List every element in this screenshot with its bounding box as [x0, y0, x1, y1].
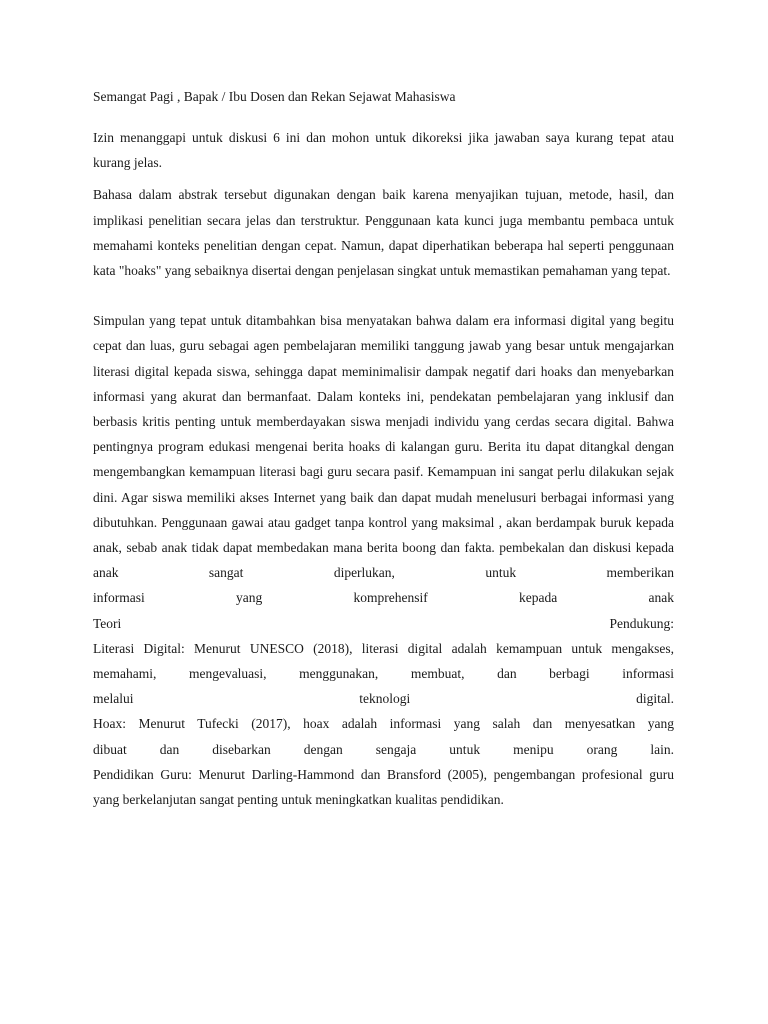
greeting: Semangat Pagi , Bapak / Ibu Dosen dan Rekan Sejawat Mahasiswa [93, 89, 456, 104]
abstract-paragraph: Bahasa dalam abstrak tersebut digunakan dengan baik karena menyajikan tujuan, metode, hasil, dan implikasi penelitian secara jelas dan terstruktur. Penggunaan kata kunci juga membantu pembaca untuk memahami konteks penelitian dengan cepat. Namun, dapat diperhatikan beberapa hal seperti penggunaan kata "hoaks" yang sebaiknya disertai dengan penjelasan singkat untuk memastikan pemahaman yang tepat. [93, 187, 674, 279]
theory-hoax: Hoax: Menurut Tufecki (2017), hoax adalah informasi yang salah dan menyesatkan yang [93, 716, 674, 732]
theory-literasi-digital-tail: melalui teknologi digital. [93, 691, 674, 707]
intro-paragraph: Izin menanggapi untuk diskusi 6 ini dan mohon untuk dikoreksi jika jawaban saya kurang tepat atau kurang jelas. [93, 130, 674, 171]
theory-literasi-digital: Literasi Digital: Menurut UNESCO (2018), literasi digital adalah kemampuan untuk mengakses, memahami, mengevaluasi, menggunakan, membuat, dan berbagi informasi [93, 640, 674, 682]
theory-hoax-tail: dibuat dan disebarkan dengan sengaja untuk menipu orang lain. [93, 741, 674, 757]
conclusion-paragraph [93, 308, 674, 812]
theory-pendidikan-guru: Pendidikan Guru: Menurut Darling-Hammond dan Bransford (2005), pengembangan profesional guru yang berkelanjutan sangat penting untuk meningkatkan kualitas pendidikan. [93, 766, 674, 808]
conclusion-tail: informasi yang komprehensif kepada anak [93, 590, 674, 606]
theory-heading: Teori Pendukung: [93, 615, 674, 631]
conclusion-body: Simpulan yang tepat untuk ditambahkan bisa menyatakan bahwa dalam era informasi digital yang begitu cepat dan luas, guru sebagai agen pembelajaran memiliki tanggung jawab yang besar untuk mengajarkan literasi digital kepada siswa, sehingga dapat meminimalisir dampak negatif dari hoaks dan menyebarkan informasi yang akurat dan bermanfaat. Dalam konteks ini, pendekatan pembelajaran yang inklusif dan berbasis kritis penting untuk memberdayakan siswa menjadi individu yang cerdas secara digital. Bahwa pentingnya program edukasi mengenai berita hoaks di kalangan guru. Berita itu dapat ditangkal dengan mengembangkan kemampuan literasi bagi guru secara pasif. Kemampuan ini sangat perlu dilakukan sejak dini. Agar siswa memiliki akses Internet yang baik dan dapat mudah menelusuri berbagai informasi yang dibutuhkan. Penggunaan gawai atau gadget tanpa kontrol yang maksimal , akan berdampak buruk kepada anak, sebab anak tidak dapat membedakan mana berita boong dan fakta. pembekalan dan diskusi kepada anak sangat diperlukan, untuk memberikan [93, 313, 674, 581]
document-page [93, 86, 674, 812]
